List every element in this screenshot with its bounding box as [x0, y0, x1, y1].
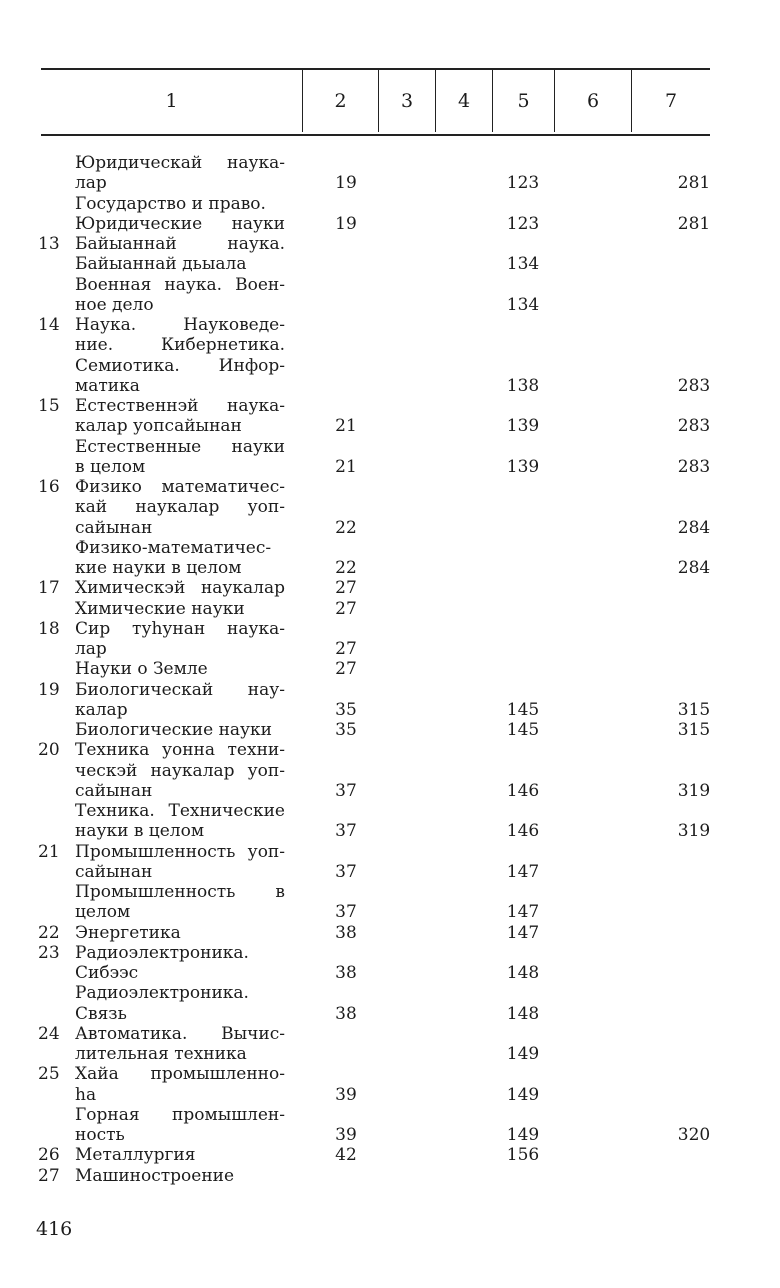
col-2-value: 37	[335, 780, 357, 801]
table-row	[0, 437, 780, 457]
table-row	[0, 254, 780, 274]
header-bottom-rule	[41, 134, 710, 136]
row-label: Металлургия	[75, 1145, 196, 1166]
row-label: Техника. Технические	[75, 801, 285, 821]
table-row	[0, 862, 780, 882]
col-2-value: 37	[335, 902, 357, 923]
row-label: Радиоэлектроника.	[75, 983, 249, 1004]
row-label: Юридические науки	[75, 213, 285, 234]
row-label: Науки о Земле	[75, 659, 208, 680]
table-row	[0, 416, 780, 436]
row-label: ние. Кибернетика.	[75, 335, 285, 356]
row-label: Техника уонна техни-	[75, 740, 285, 761]
col-2-value: 27	[335, 598, 357, 619]
table-row	[0, 1125, 780, 1145]
table-row	[0, 1105, 780, 1125]
row-number: 20	[38, 740, 60, 761]
row-number: 27	[38, 1165, 60, 1186]
table-row	[0, 680, 780, 700]
row-label: Наука. Науковеде-	[75, 315, 285, 335]
col-5-value: 156	[506, 1145, 540, 1166]
row-label: лительная техника	[75, 1044, 247, 1064]
col-2-value: 27	[335, 659, 357, 680]
col-7-value: 315	[677, 720, 711, 740]
col-7-value: 315	[677, 699, 711, 720]
row-label: сайынан	[75, 861, 153, 882]
table-row	[0, 153, 780, 173]
col-2-value: 19	[335, 213, 357, 234]
table-row	[0, 497, 780, 517]
col-2-value: 39	[335, 1125, 357, 1145]
col-7-value: 319	[677, 780, 711, 801]
table-row	[0, 963, 780, 983]
col-5-value: 138	[506, 375, 540, 396]
row-number: 17	[38, 578, 60, 599]
col-7-value: 281	[677, 213, 711, 234]
row-label: Биологическай нау-	[75, 679, 285, 700]
row-number: 13	[38, 234, 60, 254]
col-2-value: 42	[335, 1145, 357, 1166]
row-label: Хайа промышленно-	[75, 1064, 285, 1085]
table-row	[0, 821, 780, 841]
table-row	[0, 801, 780, 821]
row-label: лар	[75, 173, 107, 194]
col-5-value: 123	[506, 173, 540, 194]
row-label: Физико математичес-	[75, 477, 285, 497]
header-col-5: 5	[517, 90, 530, 112]
table-row	[0, 295, 780, 315]
col-7-value: 284	[677, 558, 711, 578]
row-label: Биологические науки	[75, 720, 272, 740]
col-5-value: 134	[506, 254, 540, 275]
col-5-value: 149	[506, 1084, 540, 1105]
col-5-value: 146	[506, 821, 540, 842]
table-row	[0, 275, 780, 295]
table-row	[0, 1044, 780, 1064]
row-label: Энергетика	[75, 922, 181, 943]
row-label: матика	[75, 375, 140, 396]
table-row	[0, 761, 780, 781]
col-2-value: 39	[335, 1084, 357, 1105]
row-label: Промышленность уоп-	[75, 841, 285, 862]
table-row	[0, 194, 780, 214]
table-row	[0, 335, 780, 355]
row-label: Байыаннай наука.	[75, 234, 285, 254]
col-5-value: 123	[506, 213, 540, 234]
row-label: Юридическай наука-	[75, 153, 285, 173]
table-row	[0, 639, 780, 659]
row-label: Автоматика. Вычис-	[75, 1023, 285, 1044]
row-number: 24	[38, 1023, 60, 1044]
row-label: Промышленность в	[75, 882, 285, 902]
col-2-value: 22	[335, 517, 357, 538]
row-label: кие науки в целом	[75, 558, 242, 578]
row-number: 23	[38, 942, 60, 963]
col-5-value: 139	[506, 416, 540, 437]
table-row	[0, 943, 780, 963]
col-5-value: 139	[506, 456, 540, 477]
col-5-value: 149	[506, 1125, 540, 1145]
table-row	[0, 882, 780, 902]
row-number: 16	[38, 477, 60, 497]
col-2-value: 35	[335, 720, 357, 740]
row-label: Физико-математичес-	[75, 537, 272, 558]
col-2-value: 38	[335, 963, 357, 983]
table-row	[0, 983, 780, 1003]
col-2-value: 22	[335, 558, 357, 578]
table-row	[0, 720, 780, 740]
row-label: Военная наука. Воен-	[75, 274, 285, 295]
table-row	[0, 1166, 780, 1186]
table-row	[0, 315, 780, 335]
col-5-value: 148	[506, 1003, 540, 1024]
col-2-value: 35	[335, 699, 357, 720]
row-number: 22	[38, 922, 60, 943]
table-row	[0, 518, 780, 538]
row-number: 26	[38, 1145, 60, 1166]
row-number: 18	[38, 618, 60, 639]
row-label: Химические науки	[75, 598, 245, 619]
row-label: сайынан	[75, 780, 153, 801]
col-7-value: 283	[677, 416, 711, 437]
table-row	[0, 1145, 780, 1165]
table-row	[0, 214, 780, 234]
col-7-value: 319	[677, 821, 711, 842]
table-row	[0, 1024, 780, 1044]
table-row	[0, 558, 780, 578]
table-row	[0, 599, 780, 619]
row-label: Машиностроение	[75, 1165, 235, 1186]
row-number: 21	[38, 841, 60, 862]
col-5-value: 147	[506, 902, 540, 923]
row-label: Связь	[75, 1003, 127, 1024]
header-col-2: 2	[334, 90, 347, 112]
header-col-1: 1	[165, 90, 178, 112]
header-col-6: 6	[586, 90, 600, 112]
header-col-7: 7	[664, 90, 678, 112]
table-row	[0, 902, 780, 922]
col-5-value: 145	[506, 699, 540, 720]
col-2-value: 37	[335, 821, 357, 842]
table-row	[0, 740, 780, 760]
col-7-value: 284	[677, 517, 711, 538]
col-7-value: 320	[677, 1125, 711, 1145]
table-row	[0, 1064, 780, 1084]
col-2-value: 21	[335, 456, 357, 477]
col-2-value: 19	[335, 173, 357, 194]
col-7-value: 283	[677, 456, 711, 477]
table-row	[0, 173, 780, 193]
col-2-value: 38	[335, 922, 357, 943]
row-label: Сир туһунан наука-	[75, 618, 285, 639]
row-label: лар	[75, 639, 107, 659]
row-label: һа	[75, 1084, 97, 1105]
header-col-3: 3	[400, 90, 414, 112]
col-5-value: 134	[506, 294, 540, 315]
row-label: Естественные науки	[75, 436, 285, 457]
row-label: Байыаннай дьыала	[75, 254, 247, 275]
row-label: Государство и право.	[75, 193, 266, 214]
col-5-value: 149	[506, 1044, 540, 1064]
table-row	[0, 457, 780, 477]
table-row	[0, 234, 780, 254]
table-row	[0, 538, 780, 558]
col-5-value: 145	[506, 720, 540, 740]
table-row	[0, 477, 780, 497]
col-2-value: 38	[335, 1003, 357, 1024]
col-7-value: 283	[677, 375, 711, 396]
row-number: 19	[38, 679, 60, 700]
col-2-value: 27	[335, 639, 357, 659]
header-col-4: 4	[457, 90, 471, 112]
col-2-value: 27	[335, 578, 357, 599]
row-label: ное дело	[75, 294, 154, 315]
table-row	[0, 1085, 780, 1105]
page-number: 416	[36, 1218, 73, 1240]
row-label: в целом	[75, 456, 146, 477]
table-row	[0, 923, 780, 943]
row-label: сайынан	[75, 517, 153, 538]
row-label: кай наукалар уоп-	[75, 497, 285, 518]
row-label: Радиоэлектроника.	[75, 942, 249, 963]
row-number: 15	[38, 396, 60, 416]
table-row	[0, 578, 780, 598]
table-row	[0, 700, 780, 720]
table-row	[0, 356, 780, 376]
col-2-value: 21	[335, 416, 357, 437]
row-number: 14	[38, 315, 60, 335]
row-number: 25	[38, 1064, 60, 1085]
table-row	[0, 842, 780, 862]
row-label: калар	[75, 699, 128, 720]
col-5-value: 147	[506, 922, 540, 943]
table-row	[0, 619, 780, 639]
row-label: Естественнэй наука-	[75, 396, 285, 416]
row-label: Сибээс	[75, 963, 139, 983]
col-2-value: 37	[335, 861, 357, 882]
col-5-value: 148	[506, 963, 540, 983]
row-label: Горная промышлен-	[75, 1104, 285, 1125]
col-5-value: 146	[506, 780, 540, 801]
table-row	[0, 659, 780, 679]
row-label: ческэй наукалар уоп-	[75, 760, 285, 781]
row-label: Семиотика. Инфор-	[75, 355, 285, 376]
row-label: науки в целом	[75, 821, 205, 842]
table-row	[0, 1004, 780, 1024]
row-label: калар уопсайынан	[75, 416, 242, 437]
row-label: Химическэй наукалар	[75, 578, 285, 599]
table-row	[0, 781, 780, 801]
table-row	[0, 376, 780, 396]
col-5-value: 147	[506, 861, 540, 882]
row-label: ность	[75, 1125, 125, 1145]
col-7-value: 281	[677, 173, 711, 194]
row-label: целом	[75, 902, 131, 923]
table-row	[0, 396, 780, 416]
